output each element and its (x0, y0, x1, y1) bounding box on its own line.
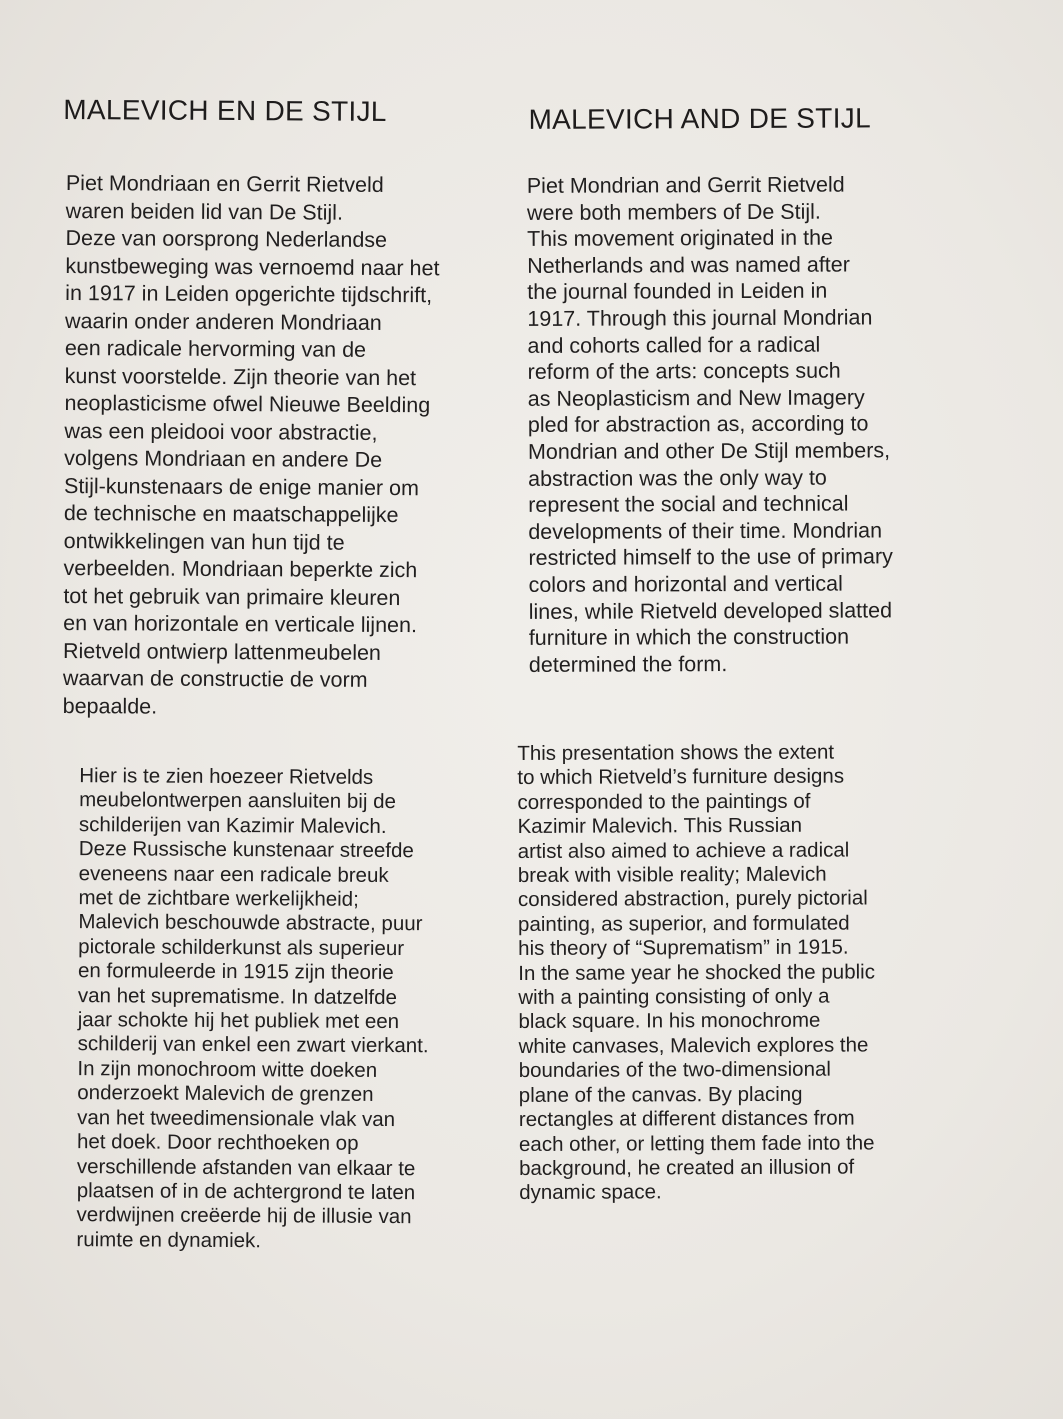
text-line: van het tweedimensionale vlak van (77, 1105, 396, 1131)
text-line: with a painting consisting of only a (518, 984, 830, 1010)
text-line: plane of the canvas. By placing (518, 1082, 803, 1107)
text-line: verbeelden. Mondriaan beperkte zich (63, 556, 418, 583)
text-line: painting, as superior, and formulated (517, 911, 850, 936)
text-line: lines, while Rietveld developed slatted (528, 597, 893, 624)
text-line: plaatsen of in de achtergrond te laten (76, 1179, 416, 1205)
text-line: kunst voorstelde. Zijn theorie van het (64, 363, 417, 390)
text-line: schilderijen van Kazimir Malevich. (78, 812, 387, 838)
text-line: Deze Russische kunstenaar streefde (78, 837, 414, 863)
text-line: met de zichtbare werkelijkheid; (78, 886, 359, 911)
text-line: onderzoekt Malevich de grenzen (77, 1081, 374, 1107)
text-line: reform of the arts: concepts such (527, 358, 841, 385)
text-line: volgens Mondriaan en andere De (64, 446, 383, 472)
text-line: Stijl-kunstenaars de enige manier om (63, 473, 420, 500)
text-line: the journal founded in Leiden in (527, 279, 828, 305)
text-line: Piet Mondriaan en Gerrit Rietveld (65, 171, 384, 197)
text-line: colors and horizontal and vertical (528, 571, 843, 597)
text-line: waarin onder anderen Mondriaan (64, 308, 382, 335)
text-line: in 1917 in Leiden opgerichte tijdschrift, (65, 281, 433, 308)
text-line: Rietveld ontwierp lattenmeubelen (62, 638, 382, 665)
english-paragraph-1 (527, 171, 894, 678)
text-line: was een pleidooi voor abstractie, (64, 418, 378, 445)
text-line: tot het gebruik van primaire kleuren (63, 583, 401, 610)
text-line: de technische en maatschappelijke (63, 501, 399, 528)
english-paragraph-2 (517, 740, 876, 1205)
text-line: and cohorts called for a radical (527, 332, 821, 358)
text-line: to which Rietveld’s furniture designs (517, 764, 845, 790)
dutch-paragraph-1 (63, 170, 440, 722)
text-line: en formuleerde in 1915 zijn theorie (77, 959, 394, 985)
text-line: bepaalde. (62, 693, 158, 719)
text-line: Malevich beschouwde abstracte, puur (78, 910, 423, 936)
english-heading: MALEVICH AND DE STIJL (528, 102, 871, 135)
text-line: meubelontwerpen aansluiten bij de (79, 788, 397, 814)
text-line: rectangles at different distances from (518, 1106, 855, 1132)
text-line: verschillende afstanden van elkaar te (76, 1154, 416, 1180)
text-line: In zijn monochroom witte doeken (77, 1056, 378, 1082)
text-line: Netherlands and was named after (527, 252, 850, 278)
text-line: represent the social and technical (528, 491, 849, 518)
text-line: ontwikkelingen van hun tijd te (63, 528, 345, 555)
text-line: Mondrian and other De Stijl members, (527, 438, 891, 464)
text-line: van het suprematisme. In datzelfde (77, 983, 398, 1009)
text-line: background, he created an illusion of (519, 1155, 855, 1180)
text-line: boundaries of the two-dimensional (518, 1057, 831, 1083)
text-line: were both members of De Stijl. (526, 199, 821, 225)
text-line: Hier is te zien hoezeer Rietvelds (79, 764, 374, 789)
text-line: white canvases, Malevich explores the (518, 1033, 869, 1058)
text-line: furniture in which the construction (528, 624, 850, 651)
text-line: break with visible reality; Malevich (517, 862, 827, 888)
dutch-heading: MALEVICH EN DE STIJL (63, 93, 387, 127)
text-line: This movement originated in the (526, 225, 834, 252)
text-line: as Neoplasticism and New Imagery (527, 385, 865, 411)
text-line: schilderij van enkel een zwart vierkant. (77, 1032, 429, 1058)
text-line: het doek. Door rechthoeken op (76, 1130, 359, 1155)
text-line: black square. In his monochrome (518, 1009, 821, 1034)
text-line: restricted himself to the use of primary (528, 544, 893, 571)
dutch-column (62, 0, 504, 1252)
text-line: In the same year he shocked the public (518, 960, 875, 985)
text-line: corresponded to the paintings of (517, 789, 811, 814)
text-line: en van horizontale en verticale lijnen. (63, 611, 418, 638)
text-line: Piet Mondrian and Gerrit Rietveld (526, 172, 845, 198)
text-line: dynamic space. (519, 1180, 662, 1205)
text-line: kunstbeweging was vernoemd naar het (65, 253, 440, 280)
text-line: pled for abstraction as, according to (527, 411, 869, 438)
text-line: waren beiden lid van De Stijl. (65, 198, 344, 225)
text-line: neoplasticisme ofwel Nieuwe Beelding (64, 391, 431, 418)
text-line: jaar schokte hij het publiek met een (77, 1008, 400, 1034)
text-line: verdwijnen creëerde hij de illusie van (76, 1203, 412, 1229)
text-line: determined the form. (528, 651, 728, 677)
text-line: Kazimir Malevich. This Russian (517, 813, 803, 839)
text-line: 1917. Through this journal Mondrian (527, 305, 873, 331)
text-line: his theory of “Suprematism” in 1915. (518, 935, 849, 961)
text-line: eveneens naar een radicale breuk (78, 861, 389, 887)
text-line: abstraction was the only way to (528, 465, 827, 491)
text-line: each other, or letting them fade into the (518, 1130, 875, 1156)
text-line: ruimte en dynamiek. (76, 1227, 262, 1252)
text-line: developments of their time. Mondrian (528, 518, 883, 544)
text-line: Deze van oorsprong Nederlandse (65, 226, 388, 252)
text-line: een radicale hervorming van de (64, 336, 367, 362)
dutch-paragraph-2 (76, 764, 430, 1254)
text-line: waarvan de constructie de vorm (62, 666, 368, 692)
text-line: artist also aimed to achieve a radical (517, 838, 850, 863)
text-line: considered abstraction, purely pictorial (517, 886, 868, 912)
text-line: pictorale schilderkunst als superieur (78, 934, 405, 960)
text-line: This presentation shows the extent (517, 740, 835, 765)
